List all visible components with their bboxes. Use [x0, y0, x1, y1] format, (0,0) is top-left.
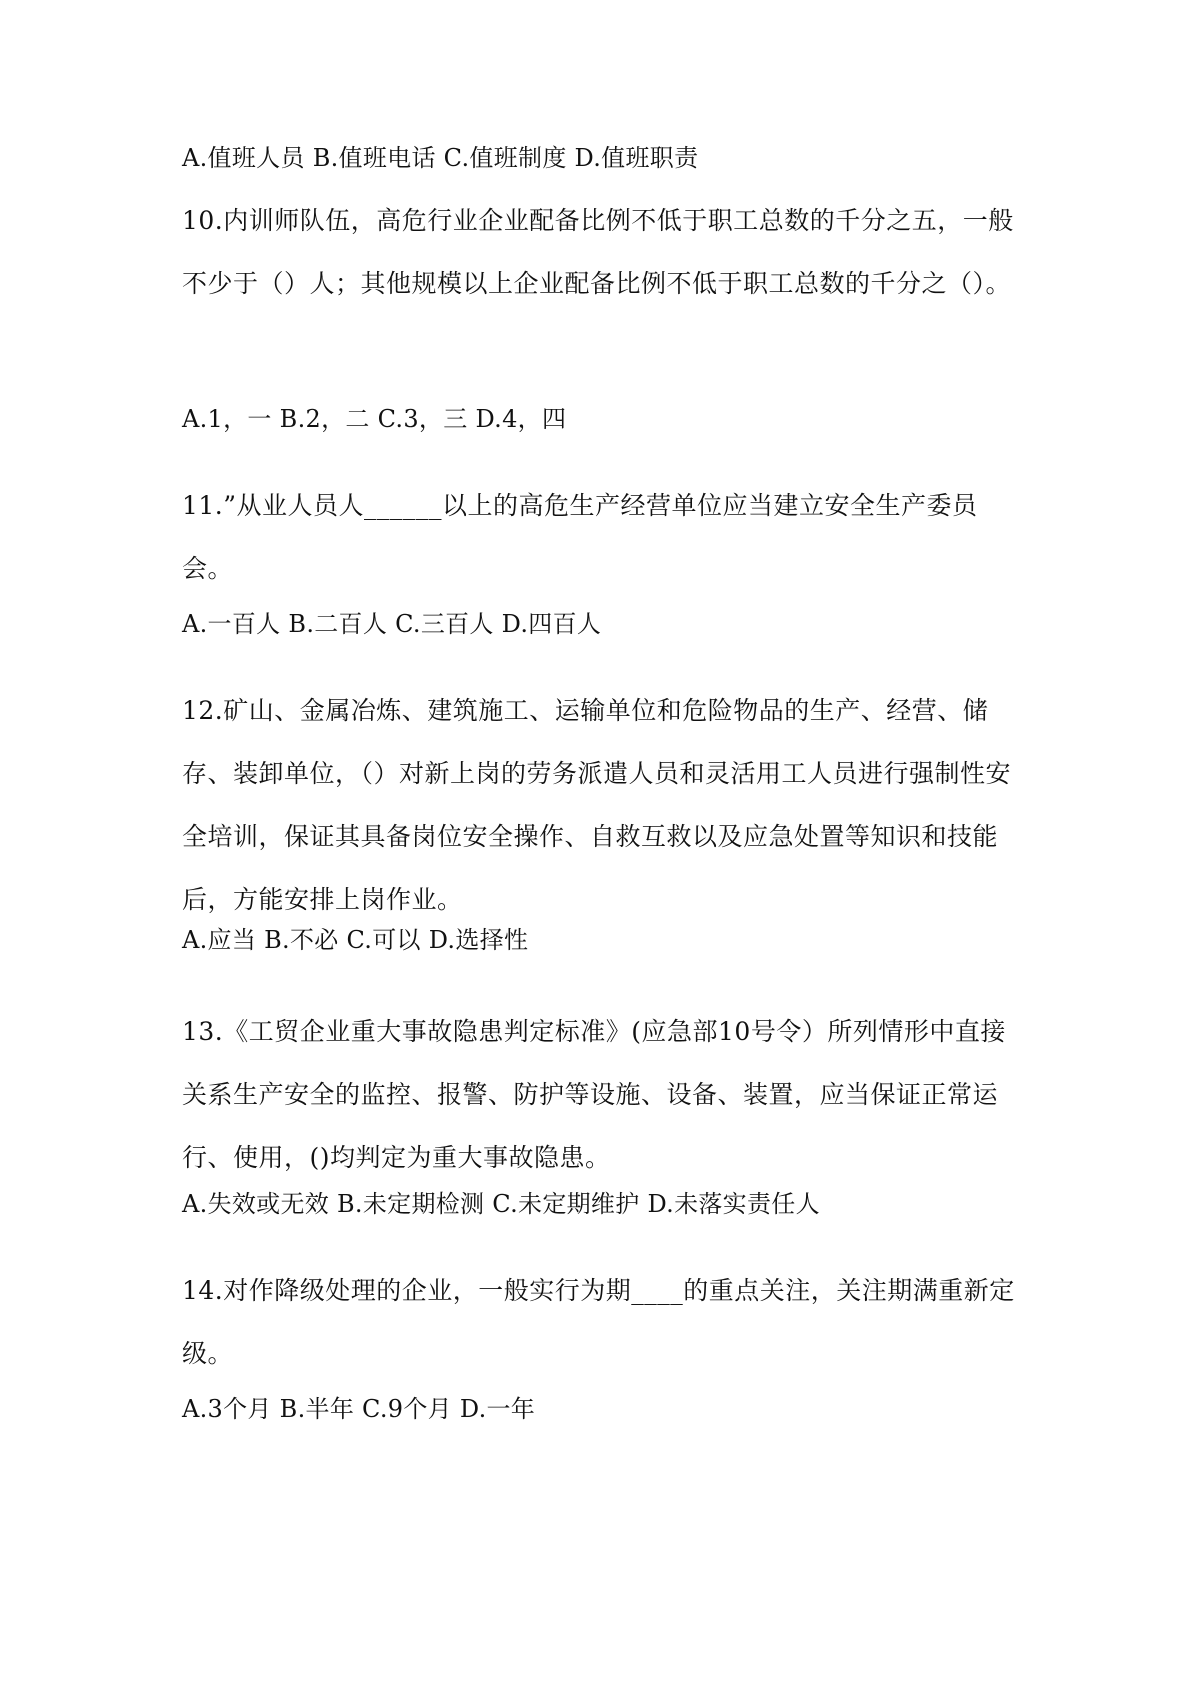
- question-11-options: A.一百人 B.二百人 C.三百人 D.四百人: [182, 610, 602, 638]
- question-14-options-block: [182, 1394, 1022, 1424]
- question-12-block: [182, 679, 1022, 931]
- question-14-text: 14.对作降级处理的企业，一般实行为期____的重点关注，关注期满重新定级。: [182, 1276, 1015, 1368]
- question-10-options: A.1，一 B.2，二 C.3，三 D.4，四: [182, 405, 567, 433]
- question-12-options: A.应当 B.不必 C.可以 D.选择性: [182, 926, 529, 954]
- question-13-block: [182, 1000, 1022, 1189]
- question-14-options: A.3个月 B.半年 C.9个月 D.一年: [182, 1395, 536, 1423]
- question-11-block: [182, 474, 1022, 600]
- question-11-text: 11.”从业人员人______以上的高危生产经营单位应当建立安全生产委员会。: [182, 491, 978, 583]
- question-12-options-block: [182, 925, 1022, 955]
- question-9-options-block: [182, 143, 1022, 173]
- question-11-options-block: [182, 609, 1022, 639]
- question-13-options-block: [182, 1189, 1022, 1219]
- question-10-options-block: [182, 404, 1022, 434]
- question-9-options: A.值班人员 B.值班电话 C.值班制度 D.值班职责: [182, 144, 699, 172]
- question-13-text: 13.《工贸企业重大事故隐患判定标准》(应急部10号令）所列情形中直接关系生产安全的监控、报警、防护等设施、设备、装置，应当保证正常运行、使用，()均判定为重大事故隐患。: [182, 1017, 1006, 1172]
- question-13-options: A.失效或无效 B.未定期检测 C.未定期维护 D.未落实责任人: [182, 1190, 820, 1218]
- question-14-block: [182, 1259, 1022, 1385]
- question-12-text: 12.矿山、金属冶炼、建筑施工、运输单位和危险物品的生产、经营、储存、装卸单位，（）对新上岗的劳务派遣人员和灵活用工人员进行强制性安全培训，保证其具备岗位安全操作、自救互救以及应急处置等知识和技能后，方能安排上岗作业。: [182, 696, 1012, 914]
- question-10-block: [182, 189, 1022, 315]
- question-10-text: 10.内训师队伍，高危行业企业配备比例不低于职工总数的千分之五，一般不少于（）人；其他规模以上企业配备比例不低于职工总数的千分之（）。: [182, 206, 1014, 298]
